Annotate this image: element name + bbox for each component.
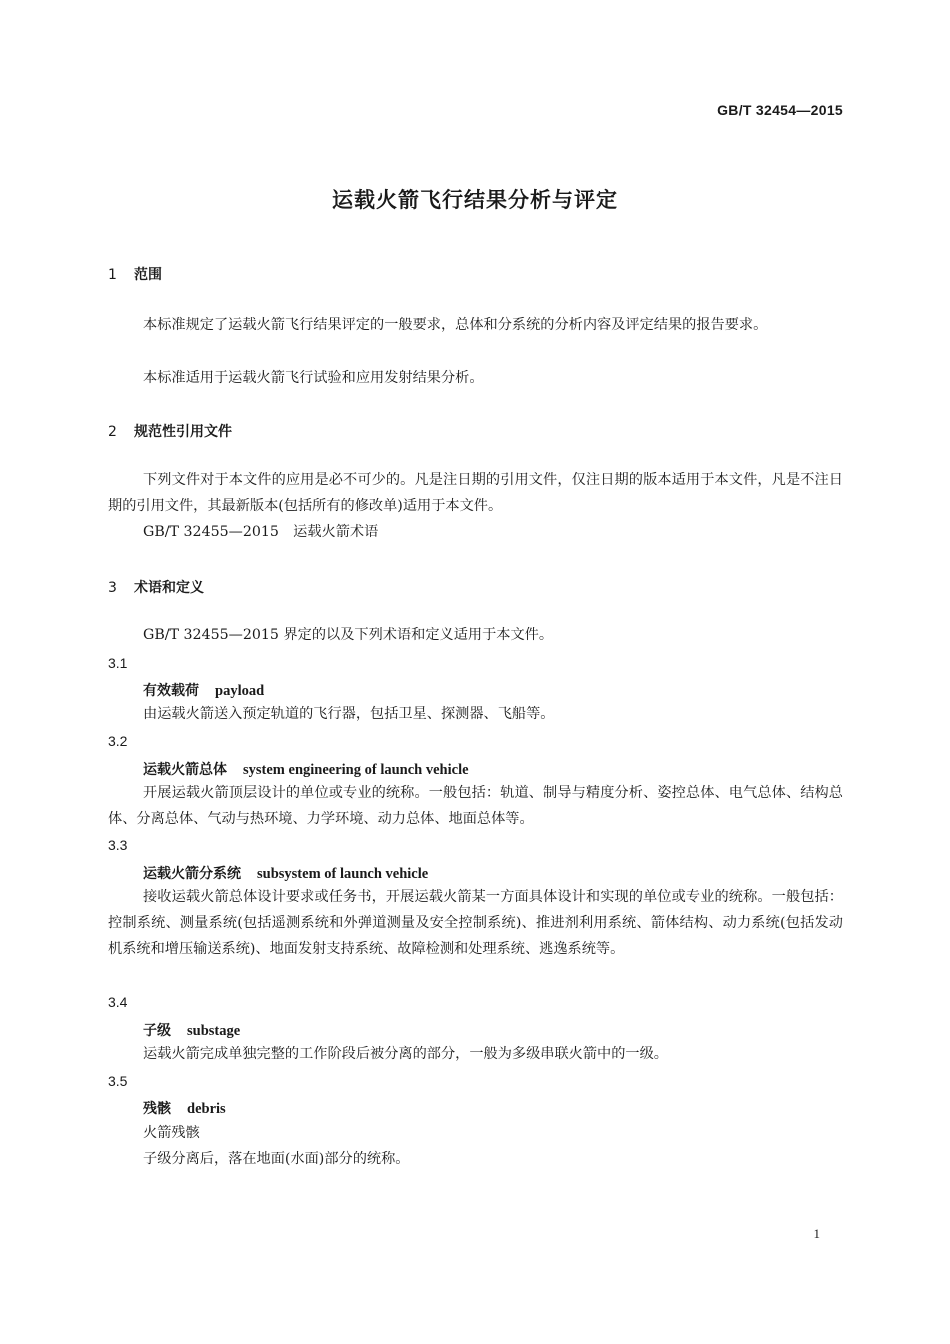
term-number: 3.4 xyxy=(108,994,128,1010)
section-2-heading xyxy=(108,421,232,441)
term-zh: 运载火箭总体 xyxy=(143,762,227,778)
section-title: 术语和定义 xyxy=(134,580,204,596)
section-title: 范围 xyxy=(134,267,162,283)
paragraph: 本标准适用于运载火箭飞行试验和应用发射结果分析。 xyxy=(143,370,484,386)
standard-code: GB/T 32454—2015 xyxy=(717,102,843,118)
term-number: 3.1 xyxy=(108,655,128,671)
term-title xyxy=(143,1020,240,1040)
term-number: 3.2 xyxy=(108,733,128,749)
term-zh: 运载火箭分系统 xyxy=(143,866,241,882)
term-title xyxy=(143,680,264,700)
term-en: debris xyxy=(187,1101,226,1117)
reference-entry: GB/T 32455—2015 运载火箭术语 xyxy=(143,524,379,540)
section-1-heading xyxy=(108,264,162,284)
term-definition: 开展运载火箭顶层设计的单位或专业的统称。一般包括：轨道、制导与精度分析、姿控总体、电气总体、结构总体、分离总体、气动与热环境、力学环境、动力总体、地面总体等。 xyxy=(108,785,843,827)
term-alias: 火箭残骸 xyxy=(143,1125,200,1141)
section-number: 3 xyxy=(108,580,117,596)
term-zh: 残骸 xyxy=(143,1101,171,1117)
term-zh: 子级 xyxy=(143,1023,171,1039)
term-title xyxy=(143,1098,226,1118)
page-number: 1 xyxy=(813,1226,820,1241)
term-title xyxy=(143,759,469,779)
term-number: 3.3 xyxy=(108,837,128,853)
paragraph: 下列文件对于本文件的应用是必不可少的。凡是注日期的引用文件，仅注日期的版本适用于本文件，凡是不注日期的引用文件，其最新版本(包括所有的修改单)适用于本文件。 xyxy=(108,472,843,514)
section-3-heading xyxy=(108,577,204,597)
term-en: substage xyxy=(187,1023,241,1039)
term-number: 3.5 xyxy=(108,1073,128,1089)
term-en: payload xyxy=(215,683,265,699)
page-title: 运载火箭飞行结果分析与评定 xyxy=(332,188,618,212)
term-en: subsystem of launch vehicle xyxy=(257,866,429,882)
term-definition: 运载火箭完成单独完整的工作阶段后被分离的部分，一般为多级串联火箭中的一级。 xyxy=(143,1046,668,1062)
term-title xyxy=(143,863,428,883)
term-definition: 子级分离后，落在地面(水面)部分的统称。 xyxy=(143,1151,410,1167)
term-definition: 接收运载火箭总体设计要求或任务书，开展运载火箭某一方面具体设计和实现的单位或专业的统称。一般包括：控制系统、测量系统(包括遥测系统和外弹道测量及安全控制系统)、推进剂利用系统、箭体结构、动力系统(包括发动机系统和增压输送系统)、地面发射支持系统、故障检测和处理系统、逃逸系统等。 xyxy=(108,889,843,957)
section-title: 规范性引用文件 xyxy=(134,424,232,440)
section-number: 1 xyxy=(108,267,117,283)
term-definition: 由运载火箭送入预定轨道的飞行器，包括卫星、探测器、飞船等。 xyxy=(143,706,555,722)
paragraph: 本标准规定了运载火箭飞行结果评定的一般要求，总体和分系统的分析内容及评定结果的报告要求。 xyxy=(143,317,768,333)
section-number: 2 xyxy=(108,424,117,440)
term-zh: 有效载荷 xyxy=(143,683,199,699)
paragraph: GB/T 32455—2015 界定的以及下列术语和定义适用于本文件。 xyxy=(143,627,554,643)
term-en: system engineering of launch vehicle xyxy=(243,762,469,778)
